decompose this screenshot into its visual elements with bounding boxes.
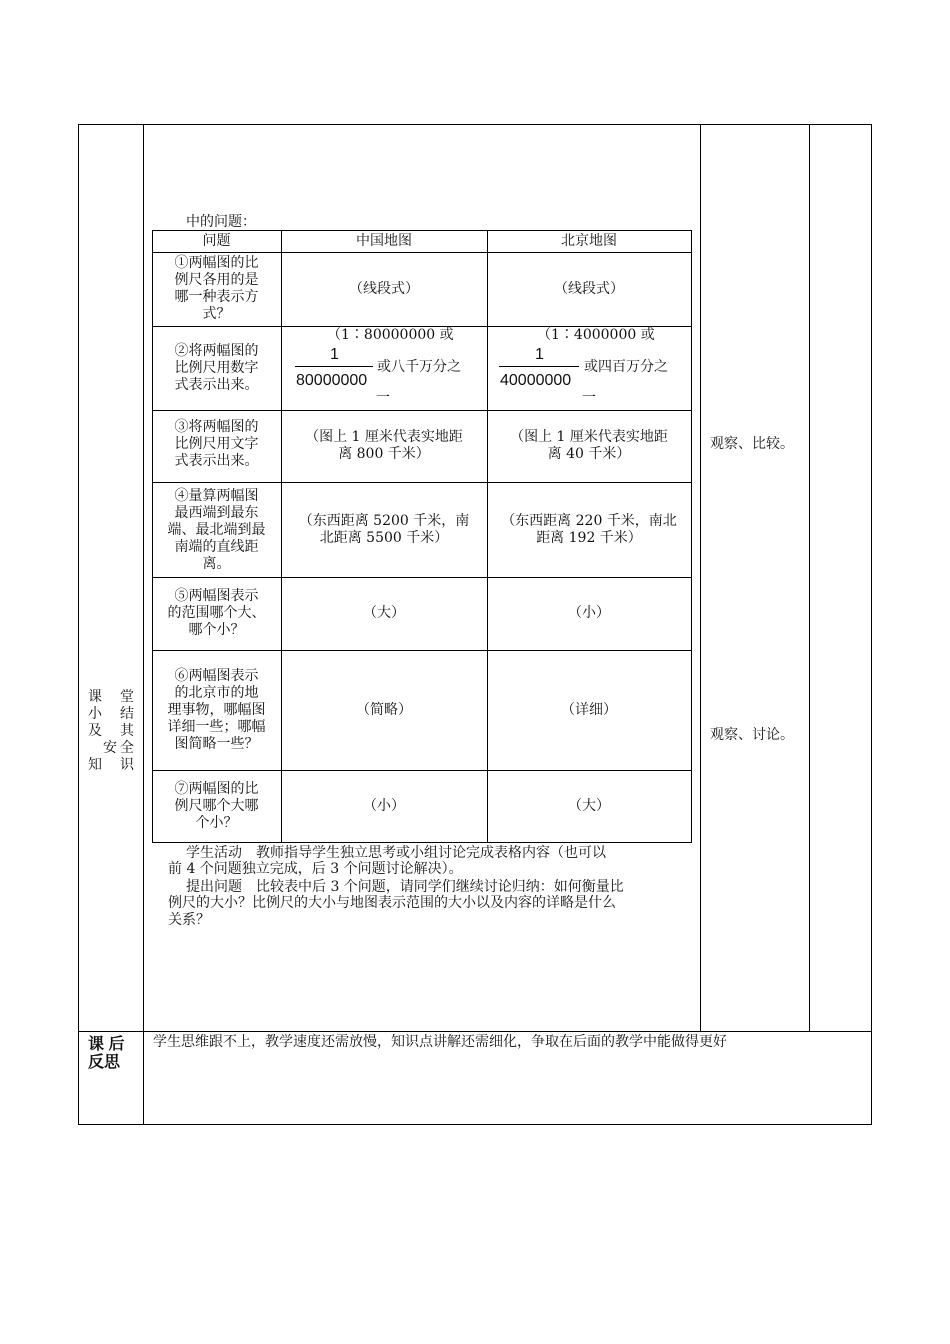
china-cell: （简略） [356,702,412,718]
table-line [152,650,692,651]
table-line [152,410,692,411]
china-scale-top: （1∶80000000 或 [327,327,454,343]
outer-col-divider-2 [700,124,701,1031]
question-line: 的北京市的地 [174,685,259,701]
outer-border-bottom [78,1124,872,1125]
china-cell: （小） [363,798,405,814]
china-scale-after: 或八千万分之 [377,359,461,375]
question-line: 式表示出来。 [174,377,259,393]
china-fraction-den: 80000000 [296,372,368,389]
question-line: 最西端到最东 [174,505,259,521]
table-line [152,577,692,578]
reflection-label-2: 反思 [88,1054,121,1071]
outer-col-divider-3 [809,124,810,1031]
side-label-char: 其 [120,723,134,739]
table-line [152,482,692,483]
question-line: 详细一些；哪幅 [167,719,266,735]
activity-paragraph-line: 学生活动 教师指导学生独立思考或小组讨论完成表格内容（也可以 [186,845,606,861]
table-line [152,252,692,253]
china-cell: （东西距离 5200 千米，南 [298,513,470,529]
china-cell: （线段式） [349,281,419,297]
right-note-2: 观察、讨论。 [710,727,794,743]
question-line: 哪个小？ [188,622,245,638]
question-line: 的范围哪个大、 [167,605,266,621]
china-cell: （大） [363,605,405,621]
china-cell: （图上 1 厘米代表实地距 [305,429,463,445]
side-label-char: 全 [120,740,134,756]
side-label-char: 安 [103,740,117,756]
activity-paragraph-line: 前 4 个问题独立完成，后 3 个问题讨论解决）。 [168,861,463,877]
outer-border-left [78,124,79,1125]
question-line: ⑤两幅图表示 [174,588,259,604]
question-line: 式表示出来。 [174,453,259,469]
question-line: 个小？ [195,815,238,831]
side-label-char: 结 [120,706,134,722]
question-line: 图简略一些？ [174,736,259,752]
right-note-1: 观察、比较。 [710,436,794,452]
beijing-fraction-bar [499,366,579,367]
table-line [691,230,692,843]
china-cell: 北距离 5500 千米） [319,530,449,546]
beijing-cell: （详细） [561,702,617,718]
outer-col-divider-1 [143,124,144,1125]
side-label-char: 及 [88,723,102,739]
question-line: 离。 [202,556,231,572]
header-china-map: 中国地图 [356,233,412,249]
question-line: 南端的直线距 [174,539,259,555]
beijing-cell: （图上 1 厘米代表实地距 [510,429,668,445]
china-fraction-num: 1 [330,346,339,363]
outer-border-top [78,124,872,125]
question-line: 式？ [202,306,231,322]
beijing-cell: 距离 192 千米） [536,530,642,546]
question-line: 理事物，哪幅图 [167,702,266,718]
question-paragraph-line: 关系？ [168,912,210,928]
outer-border-right [871,124,872,1125]
question-line: 比例尺用文字 [174,436,259,452]
china-fraction-bar [295,366,373,367]
question-paragraph-line: 提出问题 比较表中后 3 个问题，请同学们继续讨论归纳：如何衡量比 [186,879,624,895]
intro-text: 中的问题： [186,214,256,230]
side-label-char: 堂 [120,689,134,705]
question-line: ⑦两幅图的比 [174,781,259,797]
question-line: ④量算两幅图 [174,488,259,504]
beijing-cell: （东西距离 220 千米，南北 [501,513,677,529]
beijing-cell: （线段式） [554,281,624,297]
side-label-char: 课 [88,689,102,705]
header-beijing-map: 北京地图 [561,233,617,249]
question-line: 例尺哪个大哪 [174,798,259,814]
beijing-fraction-num: 1 [535,346,544,363]
beijing-cell: （小） [568,605,610,621]
question-line: 比例尺用数字 [174,360,259,376]
table-line [152,770,692,771]
table-line [152,230,692,231]
beijing-cell: （大） [568,798,610,814]
beijing-scale-last: 一 [582,390,596,406]
question-line: 哪一种表示方 [174,289,259,305]
reflection-text: 学生思维跟不上，教学速度还需放慢，知识点讲解还需细化，争取在后面的教学中能做得更好 [153,1034,727,1050]
question-line: ⑥两幅图表示 [174,668,259,684]
question-line: ②将两幅图的 [174,343,259,359]
beijing-fraction-den: 40000000 [500,372,572,389]
table-line [152,842,692,843]
question-line: 端、最北端到最 [167,522,266,538]
side-label-char: 小 [88,706,102,722]
question-line: ①两幅图的比 [174,255,259,271]
china-scale-last: 一 [376,390,390,406]
beijing-scale-top: （1∶4000000 或 [537,327,655,343]
beijing-scale-after: 或四百万分之 [584,359,668,375]
side-label-char: 识 [120,757,134,773]
question-line: ③将两幅图的 [174,419,259,435]
header-question: 问题 [202,233,231,249]
table-line [152,230,153,843]
outer-row-divider [78,1031,872,1032]
reflection-label-1: 课 后 [88,1036,125,1053]
china-cell: 离 800 千米） [338,446,430,462]
side-label-char: 知 [88,757,102,773]
question-paragraph-line: 例尺的大小？比例尺的大小与地图表示范围的大小以及内容的详略是什么 [168,895,616,911]
beijing-cell: 离 40 千米） [547,446,631,462]
question-line: 例尺各用的是 [174,272,259,288]
